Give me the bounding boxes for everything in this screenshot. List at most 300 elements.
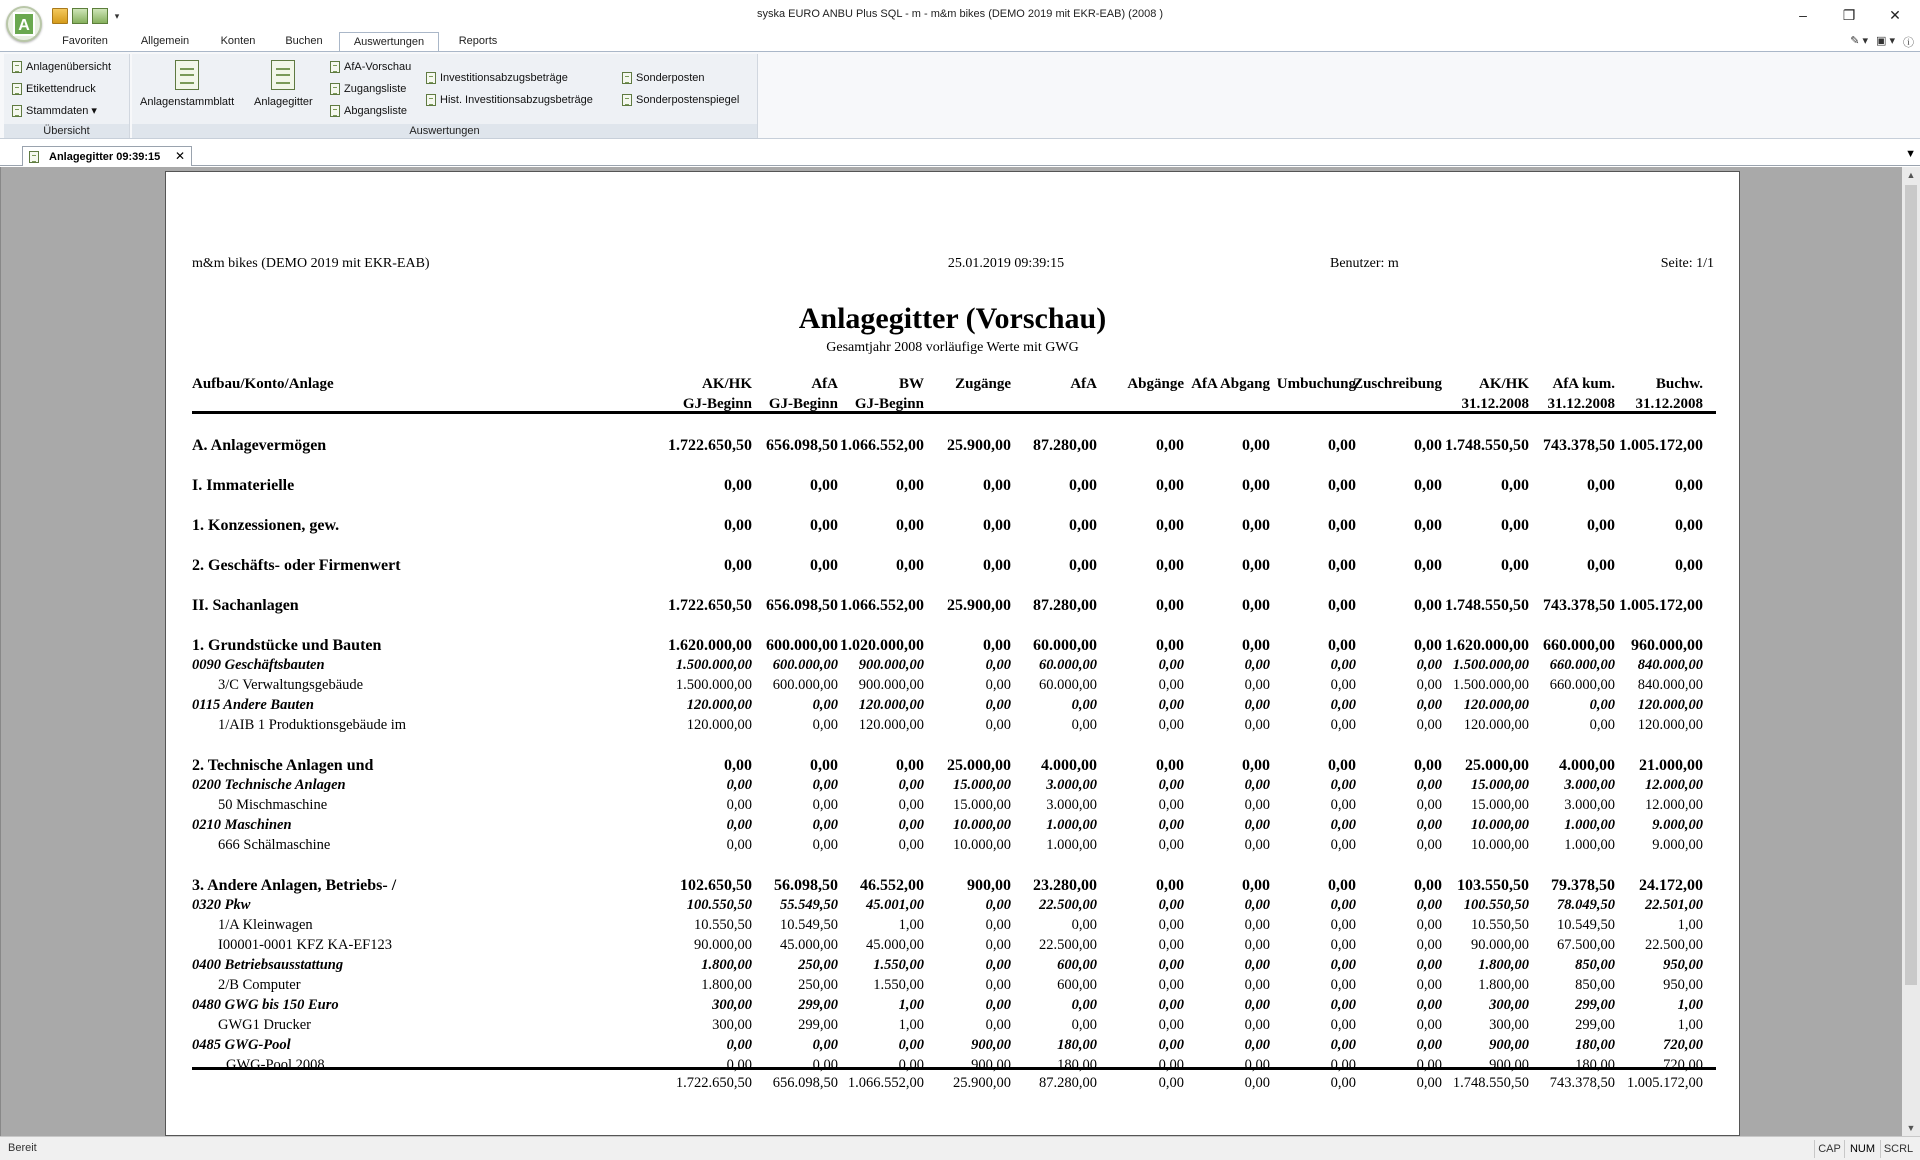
cell-value: 0,00 [1330,997,1356,1013]
document-icon [12,105,22,117]
cell-value: 120.000,00 [1463,717,1529,733]
cell-value: 0,00 [1242,637,1270,654]
column-header: BW [898,376,924,392]
cell-value: 0,00 [1330,817,1356,833]
cell-value: 0,00 [1328,877,1356,894]
cell-value: 1.066.552,00 [840,437,924,454]
column-header: Umbuchung [1276,376,1356,392]
scroll-down-icon[interactable]: ▼ [1906,1123,1916,1133]
document-icon [330,105,340,117]
cell-value: 0,00 [1330,977,1356,993]
report-title: Anlagegitter (Vorschau) [798,302,1107,335]
cell-value: 840.000,00 [1637,677,1703,693]
row-label: 2. Technische Anlagen und [192,757,374,774]
cell-value: 0,00 [1071,997,1097,1013]
row-label: A. Anlagevermögen [192,437,327,454]
cell-value: 0,00 [1242,557,1270,574]
cell-value: 0,00 [1328,597,1356,614]
cell-value: 720,00 [1663,1057,1703,1073]
cell-value: 1,00 [898,917,924,933]
cell-value: 900,00 [1489,1057,1529,1073]
cell-value: 0,00 [1158,957,1184,973]
cell-value: 0,00 [812,797,838,813]
cell-value: 0,00 [1242,757,1270,774]
cell-value: 10.549,50 [780,917,838,933]
cell-value: 0,00 [1156,877,1184,894]
cell-value: 56.098,50 [774,877,838,894]
cell-value: 180,00 [1057,1037,1097,1053]
cell-value: 1.000,00 [1046,837,1097,853]
table-row [166,436,1739,455]
column-header: AK/HK [701,376,752,392]
group-auswertungen [132,54,758,138]
row-label: 1/AIB 1 Produktionsgebäude im [218,717,407,733]
cell-value: 25.000,00 [947,757,1011,774]
document-icon [12,61,22,73]
cell-value: 10.000,00 [1471,837,1529,853]
cell-value: 0,00 [1242,877,1270,894]
cell-value: 0,00 [1244,837,1270,853]
column-header: Zuschreibung [1353,376,1442,392]
cell-value: 10.550,50 [694,917,752,933]
cell-value: 120.000,00 [1637,717,1703,733]
cell-value: 250,00 [798,977,838,993]
cell-value: 0,00 [1501,477,1529,494]
cell-value: 45.000,00 [780,937,838,953]
cell-value: 0,00 [1244,897,1270,913]
report-page-number: Seite: 1/1 [1660,256,1714,271]
row-label: 0320 Pkw [192,897,251,913]
status-text: Bereit [8,1142,37,1154]
cell-value: 0,00 [985,937,1011,953]
sonderpostenspiegel-button[interactable]: Sonderpostenspiegel [622,91,739,109]
row-label: GWG1 Drucker [218,1017,312,1033]
cell-value: 0,00 [1158,917,1184,933]
cell-value: 180,00 [1575,1057,1615,1073]
row-label: 0115 Andere Bauten [192,697,314,713]
close-tab-icon[interactable]: ✕ [174,149,185,163]
cell-value: 0,00 [985,917,1011,933]
cell-value: 1.005.172,00 [1619,437,1703,454]
cell-value: 0,00 [1158,897,1184,913]
cell-value: 1,00 [898,1017,924,1033]
cell-value: 120.000,00 [1637,697,1703,713]
cell-value: 0,00 [1244,657,1270,673]
cell-value: 10.000,00 [953,837,1011,853]
cell-value: 1,00 [1677,1017,1703,1033]
tab-reports[interactable]: Reports [458,35,498,47]
row-label: I00001-0001 KFZ KA-EF123 [218,937,392,953]
info-icon[interactable]: ⓘ [1903,37,1914,49]
cell-value: 0,00 [812,1057,838,1073]
cell-value: 0,00 [1156,477,1184,494]
window-tool-icon[interactable]: ▣ ▾ [1876,35,1895,47]
group-label-auswertungen: Auswertungen [132,124,757,138]
cell-value: 1.748.550,50 [1445,437,1529,454]
cell-value: 0,00 [1330,1017,1356,1033]
cell-value: 0,00 [1242,437,1270,454]
cell-value: 23.280,00 [1033,877,1097,894]
cell-value: 0,00 [1414,757,1442,774]
cell-value: 0,00 [1071,717,1097,733]
row-label: 0200 Technische Anlagen [192,777,346,793]
row-label: 1. Konzessionen, gew. [192,517,340,534]
total-cell: 0,00 [1244,1075,1270,1091]
cell-value: 87.280,00 [1033,437,1097,454]
cell-value: 180,00 [1057,1057,1097,1073]
cell-value: 0,00 [983,517,1011,534]
report-document-icon [175,60,199,90]
document-icon [426,94,436,106]
cell-value: 0,00 [724,557,752,574]
cell-value: 15.000,00 [953,797,1011,813]
cell-value: 1.000,00 [1046,817,1097,833]
table-row [166,636,1739,655]
scrollbar-thumb[interactable] [1905,185,1917,985]
cell-value: 0,00 [1328,637,1356,654]
cell-value: 15.000,00 [953,777,1011,793]
row-label: I. Immaterielle [192,477,295,494]
table-row [166,1056,1739,1075]
cell-value: 0,00 [1158,657,1184,673]
column-subheader: 31.12.2008 [1547,396,1615,412]
report-datetime: 25.01.2019 09:39:15 [947,256,1065,271]
cell-value: 1.500.000,00 [675,657,752,673]
cell-value: 0,00 [1158,697,1184,713]
abgangsliste-button[interactable]: Abgangsliste [330,102,407,120]
anlagenstammblatt-button[interactable]: Anlagenstammblatt [140,60,234,108]
cell-value: 0,00 [1328,517,1356,534]
cell-value: 1.066.552,00 [840,597,924,614]
cell-value: 46.552,00 [860,877,924,894]
cell-value: 0,00 [985,1017,1011,1033]
cell-value: 850,00 [1575,977,1615,993]
cell-value: 0,00 [1328,477,1356,494]
cell-value: 0,00 [812,1037,838,1053]
cell-value: 0,00 [1328,437,1356,454]
cell-value: 0,00 [1675,477,1703,494]
window-title: syska EURO ANBU Plus SQL - m - m&m bikes (DEMO 2019 mit EKR-EAB) (2008 ) [756,8,1164,20]
table-row [166,936,1739,955]
cell-value: 0,00 [898,817,924,833]
report-subtitle: Gesamtjahr 2008 vorläufige Werte mit GWG [826,340,1079,355]
cell-value: 900,00 [971,1057,1011,1073]
table-row [166,976,1739,995]
title-bar [0,0,1920,34]
cell-value: 0,00 [1158,677,1184,693]
cell-value: 4.000,00 [1041,757,1097,774]
table-row [166,516,1739,535]
document-tab-strip [0,146,1920,166]
total-cell: 87.280,00 [1039,1075,1097,1091]
cell-value: 25.900,00 [947,437,1011,454]
cell-value: 299,00 [1575,997,1615,1013]
cell-value: 60.000,00 [1039,657,1097,673]
cell-value: 656.098,50 [766,437,838,454]
hist-investitionsabzugsbetraege-button[interactable]: Hist. Investitionsabzugsbeträge [426,91,593,109]
total-cell: 1.066.552,00 [847,1075,924,1091]
cell-value: 0,00 [1244,977,1270,993]
document-icon [330,83,340,95]
cell-value: 0,00 [985,957,1011,973]
cell-value: 250,00 [798,957,838,973]
stammdaten-button[interactable]: Stammdaten ▾ [12,102,97,120]
cell-value: 60.000,00 [1039,677,1097,693]
cell-value: 0,00 [1069,517,1097,534]
cell-value: 180,00 [1575,1037,1615,1053]
zugangsliste-button[interactable]: Zugangsliste [330,80,406,98]
cell-value: 9.000,00 [1652,817,1703,833]
cell-value: 0,00 [1069,477,1097,494]
cell-value: 300,00 [1489,997,1529,1013]
column-header: Buchw. [1655,376,1703,392]
cell-value: 0,00 [1330,937,1356,953]
cell-value: 0,00 [1416,897,1442,913]
tab-buchen[interactable]: Buchen [285,35,323,47]
total-cell: 1.748.550,50 [1452,1075,1529,1091]
cell-value: 0,00 [1244,697,1270,713]
cell-value: 900.000,00 [858,677,924,693]
status-bar [0,1136,1920,1160]
tab-auswertungen[interactable]: Auswertungen [339,32,439,52]
report-user: Benutzer: m [1330,256,1399,271]
cell-value: 1,00 [1677,997,1703,1013]
column-header: AK/HK [1478,376,1529,392]
cell-value: 656.098,50 [766,597,838,614]
qat-dropdown-icon[interactable]: ▾ [114,11,120,21]
style-tool-icon[interactable]: ✎ ▾ [1850,35,1869,47]
etikettendruck-button[interactable]: Etikettendruck [12,80,96,98]
cell-value: 0,00 [1158,777,1184,793]
tab-konten[interactable]: Konten [220,35,256,47]
cell-value: 0,00 [1589,697,1615,713]
cell-value: 0,00 [812,817,838,833]
cell-value: 0,00 [985,657,1011,673]
cell-value: 0,00 [985,677,1011,693]
cell-value: 0,00 [1244,917,1270,933]
cell-value: 1,00 [898,997,924,1013]
cell-value: 120.000,00 [686,697,752,713]
cell-value: 0,00 [1071,1017,1097,1033]
cell-value: 12.000,00 [1645,797,1703,813]
table-row [166,796,1739,815]
cell-value: 0,00 [1330,677,1356,693]
total-cell: 1.722.650,50 [675,1075,752,1091]
document-icon [622,72,632,84]
cell-value: 0,00 [812,837,838,853]
cell-value: 0,00 [1156,437,1184,454]
cell-value: 0,00 [1414,437,1442,454]
row-label: GWG-Pool 2008 [226,1057,325,1073]
cell-value: 0,00 [1414,517,1442,534]
tab-label: Anlagegitter 09:39:15 [49,150,161,163]
maximize-button[interactable]: ❐ [1842,7,1856,23]
cell-value: 0,00 [1330,1057,1356,1073]
ribbon-tabs [0,30,1920,52]
num-indicator: NUM [1844,1140,1880,1158]
cell-value: 0,00 [1158,997,1184,1013]
row-label: 3. Andere Anlagen, Betriebs- / [192,877,397,894]
tab-favoriten[interactable]: Favoriten [62,35,108,47]
document-icon [622,94,632,106]
cell-value: 600.000,00 [766,637,838,654]
minimize-button[interactable]: – [1799,7,1807,23]
cell-value: 0,00 [724,477,752,494]
cell-value: 660.000,00 [1549,657,1615,673]
cell-value: 0,00 [810,517,838,534]
anlagegitter-button[interactable]: Anlagegitter [254,60,313,108]
cell-value: 0,00 [1587,557,1615,574]
total-cell: 0,00 [1330,1075,1356,1091]
cell-value: 25.000,00 [1465,757,1529,774]
investitionsabzugsbetraege-button[interactable]: Investitionsabzugsbeträge [426,69,568,87]
table-row [166,756,1739,775]
cell-value: 90.000,00 [694,937,752,953]
cell-value: 0,00 [1156,517,1184,534]
cell-value: 0,00 [1414,637,1442,654]
cell-value: 0,00 [1158,1057,1184,1073]
cell-value: 0,00 [1587,517,1615,534]
cell-value: 0,00 [985,977,1011,993]
cell-value: 0,00 [1158,937,1184,953]
cell-value: 0,00 [1330,1037,1356,1053]
sonderposten-button[interactable]: Sonderposten [622,69,705,87]
cell-value: 0,00 [726,1037,752,1053]
document-icon [12,83,22,95]
table-row [166,896,1739,915]
cell-value: 10.550,50 [1471,917,1529,933]
cell-value: 0,00 [1244,1057,1270,1073]
table-row [166,1016,1739,1035]
tabs-dropdown-icon[interactable]: ▼ [1905,148,1916,160]
cell-value: 0,00 [1244,677,1270,693]
cell-value: 0,00 [1330,657,1356,673]
cell-value: 0,00 [1156,557,1184,574]
column-subheader: GJ-Beginn [768,396,838,412]
cell-value: 22.500,00 [1039,897,1097,913]
cell-value: 0,00 [1416,697,1442,713]
cell-value: 1.800,00 [1478,977,1529,993]
cell-value: 0,00 [1330,897,1356,913]
row-label: 0480 GWG bis 150 Euro [192,997,339,1013]
cell-value: 0,00 [985,697,1011,713]
cell-value: 1.550,00 [873,977,924,993]
header-rule [192,411,1716,414]
cell-value: 600,00 [1057,977,1097,993]
cell-value: 4.000,00 [1559,757,1615,774]
anlagenuebersicht-button[interactable]: Anlagenübersicht [12,58,111,76]
cell-value: 0,00 [1244,797,1270,813]
scroll-up-icon[interactable]: ▲ [1906,170,1916,180]
cell-value: 0,00 [1587,477,1615,494]
cell-value: 743.378,50 [1543,597,1615,614]
document-icon [330,61,340,73]
vertical-scrollbar[interactable] [1902,167,1920,1136]
cell-value: 0,00 [812,717,838,733]
cell-value: 60.000,00 [1033,637,1097,654]
cell-value: 0,00 [1330,777,1356,793]
row-label: 0210 Maschinen [192,817,292,833]
cell-value: 1.000,00 [1564,837,1615,853]
total-cell: 25.900,00 [953,1075,1011,1091]
row-label: 0485 GWG-Pool [192,1037,291,1053]
app-logo[interactable] [6,6,42,42]
table-row [166,716,1739,735]
cell-value: 0,00 [1330,697,1356,713]
row-label: 666 Schälmaschine [218,837,331,853]
cell-value: 720,00 [1663,1037,1703,1053]
cell-value: 0,00 [1328,757,1356,774]
cell-value: 0,00 [1416,657,1442,673]
cell-value: 299,00 [798,1017,838,1033]
company-name: m&m bikes (DEMO 2019 mit EKR-EAB) [192,256,430,271]
cell-value: 0,00 [1414,597,1442,614]
column-subheader: 31.12.2008 [1461,396,1529,412]
cell-value: 300,00 [712,1017,752,1033]
cell-value: 102.650,50 [680,877,752,894]
document-icon [29,151,39,163]
afa-vorschau-button[interactable]: AfA-Vorschau [330,58,411,76]
cell-value: 0,00 [1414,477,1442,494]
cell-value: 0,00 [1501,517,1529,534]
cell-value: 0,00 [1675,557,1703,574]
cap-indicator: CAP [1814,1140,1844,1158]
cell-value: 0,00 [1158,797,1184,813]
cell-value: 300,00 [712,997,752,1013]
cell-value: 0,00 [896,557,924,574]
cell-value: 0,00 [896,517,924,534]
cell-value: 0,00 [1158,977,1184,993]
row-label: 0400 Betriebsausstattung [192,957,344,973]
cell-value: 0,00 [1242,517,1270,534]
total-cell: 0,00 [1416,1075,1442,1091]
cell-value: 0,00 [1158,1017,1184,1033]
cell-value: 15.000,00 [1471,777,1529,793]
cell-value: 3.000,00 [1046,797,1097,813]
column-header: Aufbau/Konto/Anlage [192,376,334,392]
table-row [166,696,1739,715]
cell-value: 300,00 [1489,1017,1529,1033]
cell-value: 120.000,00 [1463,697,1529,713]
cell-value: 0,00 [1244,957,1270,973]
cell-value: 0,00 [985,897,1011,913]
cell-value: 0,00 [1244,717,1270,733]
cell-value: 0,00 [726,817,752,833]
cell-value: 900.000,00 [858,657,924,673]
cell-value: 299,00 [798,997,838,1013]
cell-value: 900,00 [1489,1037,1529,1053]
cell-value: 960.000,00 [1631,637,1703,654]
cell-value: 743.378,50 [1543,437,1615,454]
ribbon-right-tools [1850,34,1914,48]
table-row [166,956,1739,975]
column-subheader: GJ-Beginn [854,396,924,412]
cell-value: 0,00 [898,797,924,813]
cell-value: 660.000,00 [1543,637,1615,654]
cell-value: 900,00 [967,877,1011,894]
table-row [166,916,1739,935]
tab-anlagegitter[interactable] [22,146,192,166]
cell-value: 0,00 [724,517,752,534]
cell-value: 0,00 [1589,717,1615,733]
tab-allgemein[interactable]: Allgemein [140,35,190,47]
table-row [166,556,1739,575]
cell-value: 0,00 [1416,1037,1442,1053]
cell-value: 79.378,50 [1551,877,1615,894]
close-button[interactable]: ✕ [1889,7,1901,23]
table-row [166,776,1739,795]
table-row [166,656,1739,675]
